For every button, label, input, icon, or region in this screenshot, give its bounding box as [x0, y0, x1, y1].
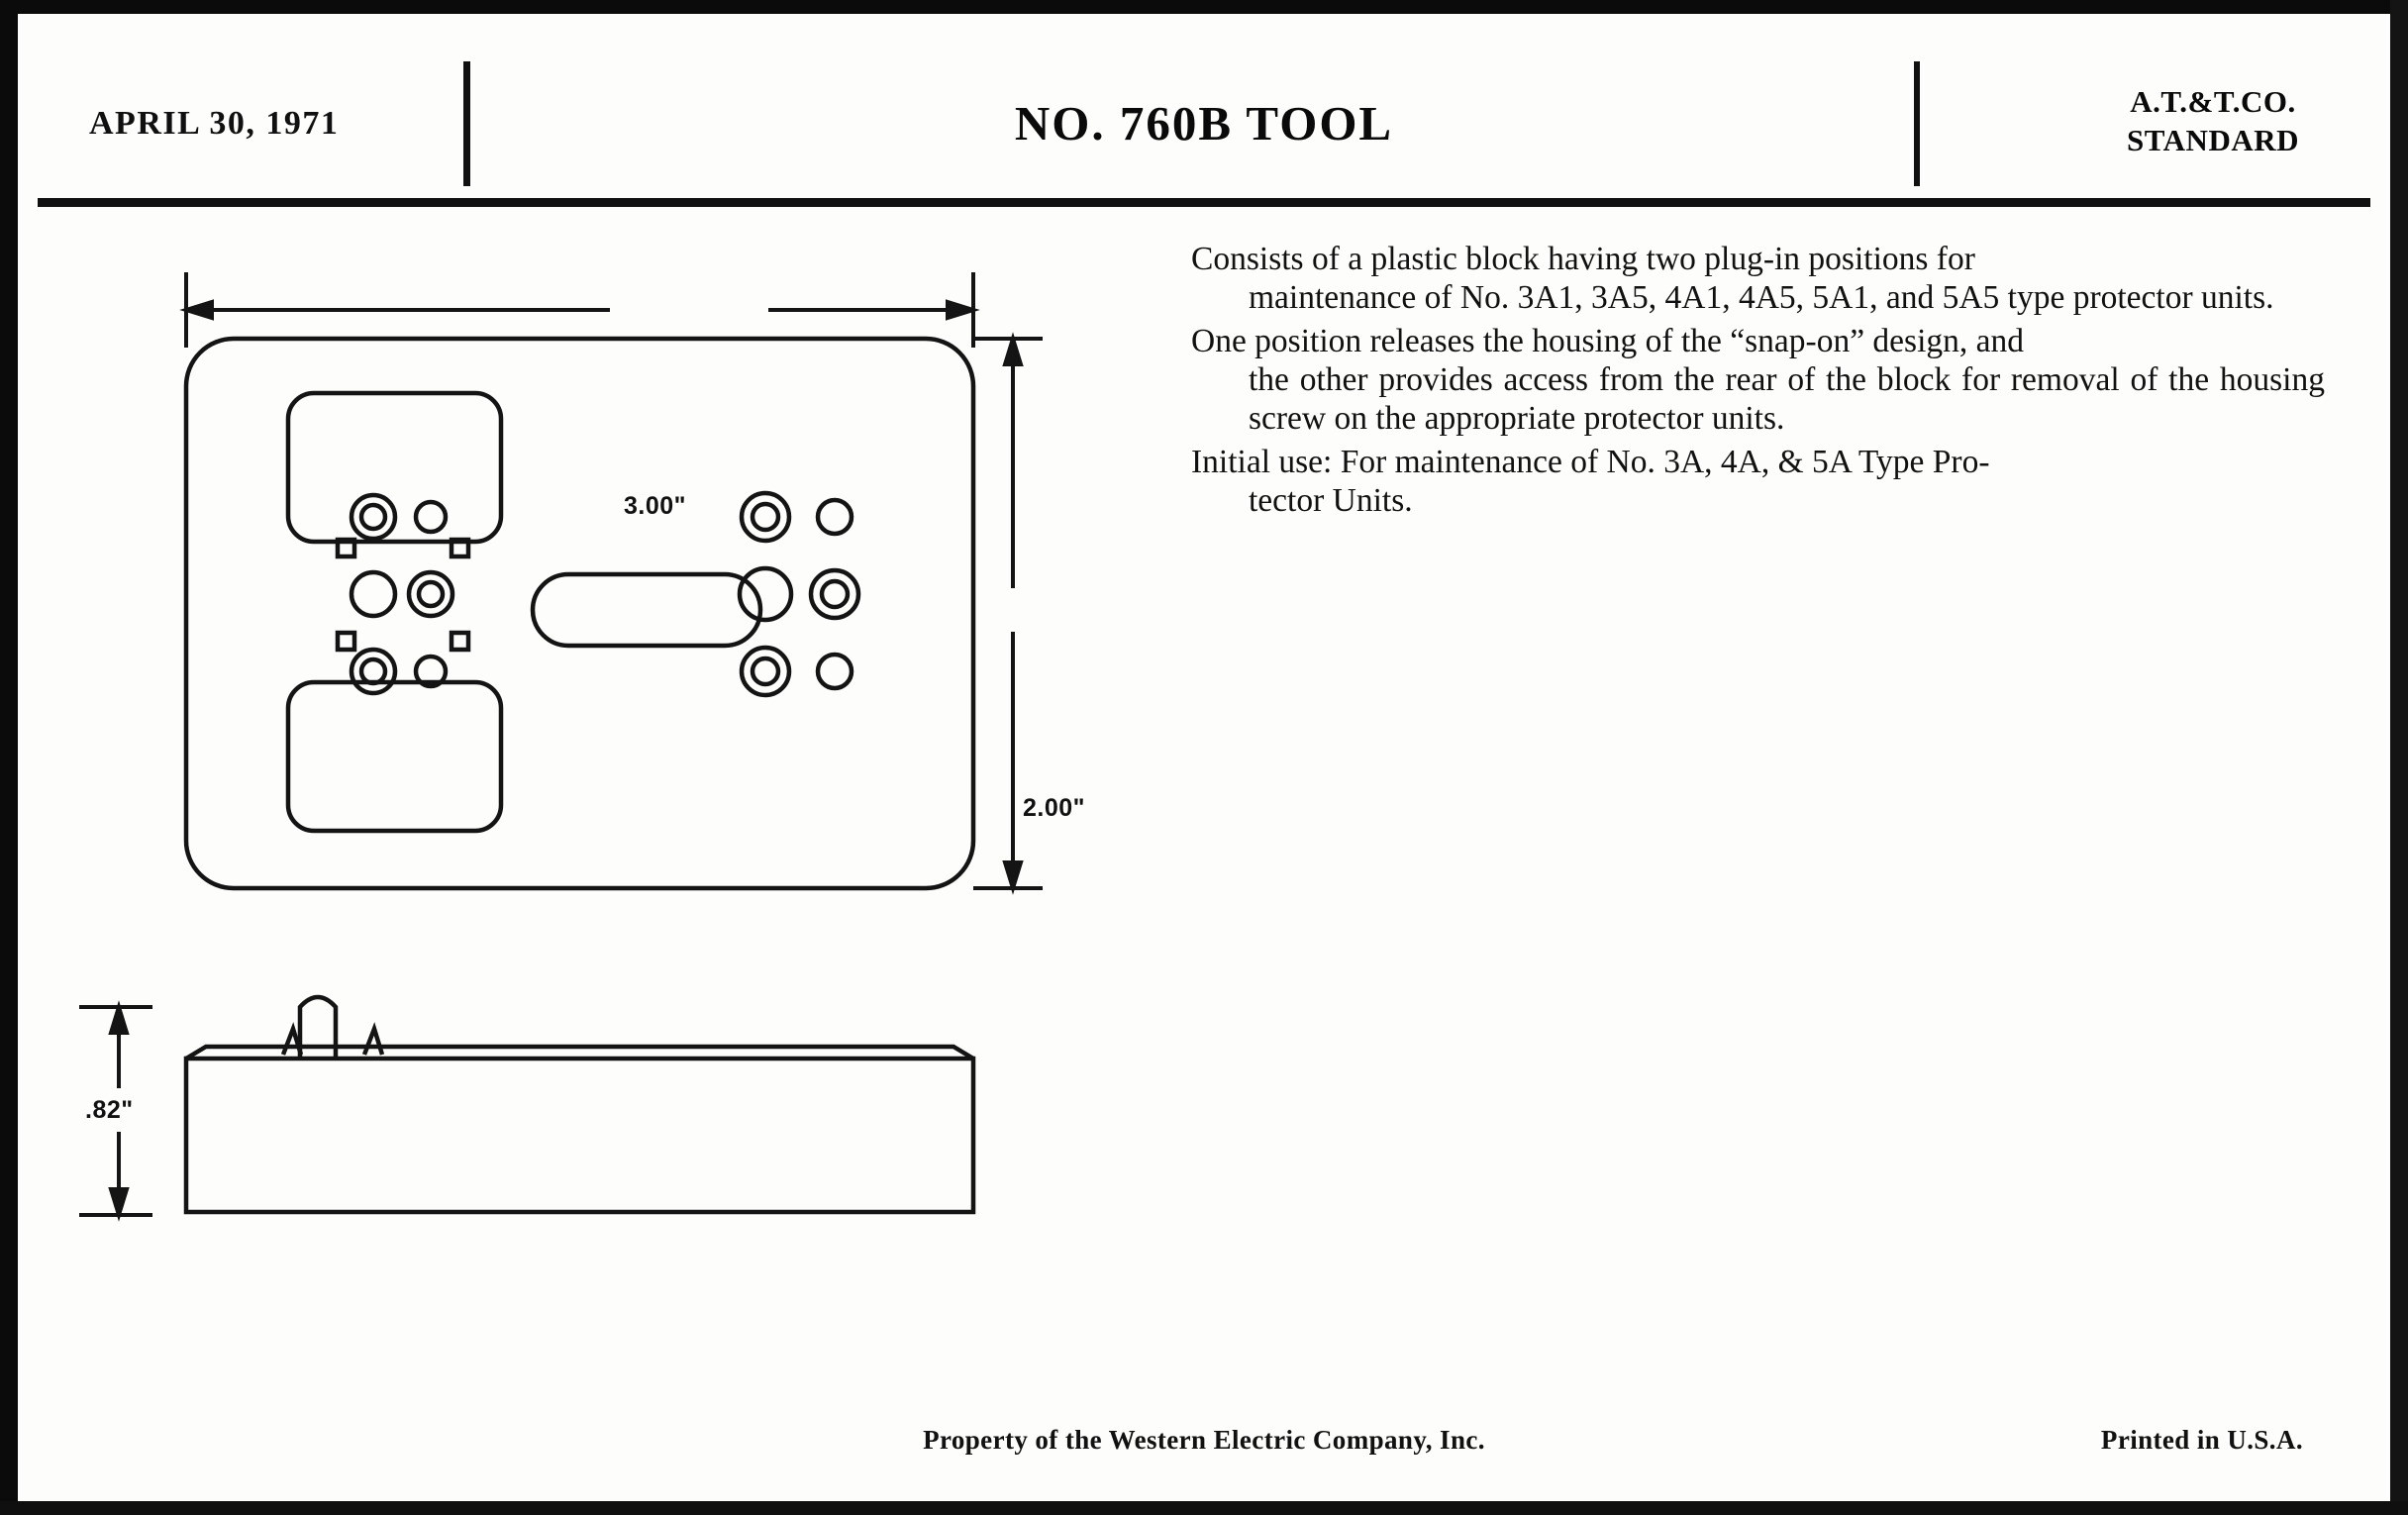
header-company	[2127, 83, 2299, 160]
width-dimension-label: 3.00"	[624, 492, 687, 520]
header-company-line1: A.T.&T.CO.	[2130, 84, 2296, 119]
plain-hole	[740, 568, 791, 620]
page-title: NO. 760B TOOL	[1014, 96, 1394, 151]
side-body-outline	[186, 1059, 973, 1212]
top-view-drawing	[77, 237, 1097, 900]
hole-inner	[752, 504, 778, 530]
small-hole	[416, 502, 446, 532]
lower-recess	[288, 682, 501, 831]
hole-inner	[361, 659, 385, 683]
paragraph-lead: Consists of a plastic block having two plug-in positions for	[1191, 241, 1975, 277]
latch-wing-right	[364, 1029, 382, 1055]
hole-inner	[361, 505, 385, 529]
description-block	[1191, 240, 2325, 525]
hole-inner	[822, 581, 848, 607]
hole-outer	[351, 650, 395, 693]
header-company-line2: STANDARD	[2127, 122, 2299, 157]
paragraph-body: the other provides access from the rear of the block for removal of the housing screw on the appropriate protector units.	[1249, 361, 2325, 438]
header-divider-right	[1914, 61, 1920, 186]
scan-edge-bottom	[0, 1501, 2408, 1515]
side-view-figure	[57, 989, 1077, 1252]
hole-outer	[409, 572, 452, 616]
hole-inner	[419, 582, 443, 606]
plain-hole	[351, 572, 395, 616]
paragraph-body: maintenance of No. 3A1, 3A5, 4A1, 4A5, 5A1, and 5A5 type protector units.	[1249, 279, 2274, 317]
scan-edge-left	[0, 0, 18, 1515]
height-dimension-label: 2.00"	[1023, 794, 1086, 822]
page-header	[18, 14, 2390, 202]
hole-outer	[742, 493, 789, 541]
square-notch	[452, 633, 468, 650]
thickness-dimension-label: .82"	[85, 1096, 134, 1124]
hole-outer	[351, 495, 395, 539]
width-dimension	[186, 272, 973, 348]
description-paragraph	[1191, 443, 2325, 521]
footer-property-notice: Property of the Western Electric Company, Inc.	[923, 1425, 1485, 1455]
side-view-drawing	[57, 989, 1077, 1247]
plain-hole	[818, 655, 852, 688]
center-slot	[533, 574, 760, 646]
plain-hole	[818, 500, 852, 534]
description-paragraph	[1191, 322, 2325, 439]
scan-edge-top	[0, 0, 2408, 14]
square-notch	[338, 633, 354, 650]
hole-outer	[742, 648, 789, 695]
scan-edge-right	[2390, 0, 2408, 1515]
document-page	[18, 14, 2390, 1501]
hole-outer	[811, 570, 858, 618]
top-view-figure	[77, 237, 1097, 905]
header-rule	[38, 198, 2370, 207]
paragraph-body: tector Units.	[1249, 482, 1413, 520]
hole-inner	[752, 658, 778, 684]
paragraph-lead: One position releases the housing of the “snap-on” design, and	[1191, 322, 2025, 359]
footer-printed-in: Printed in U.S.A.	[2100, 1425, 2303, 1455]
block-outline	[186, 339, 973, 888]
paragraph-lead: Initial use: For maintenance of No. 3A, 4A, & 5A Type Pro-	[1191, 443, 1990, 480]
header-date: APRIL 30, 1971	[89, 105, 340, 142]
description-paragraph	[1191, 240, 2325, 318]
